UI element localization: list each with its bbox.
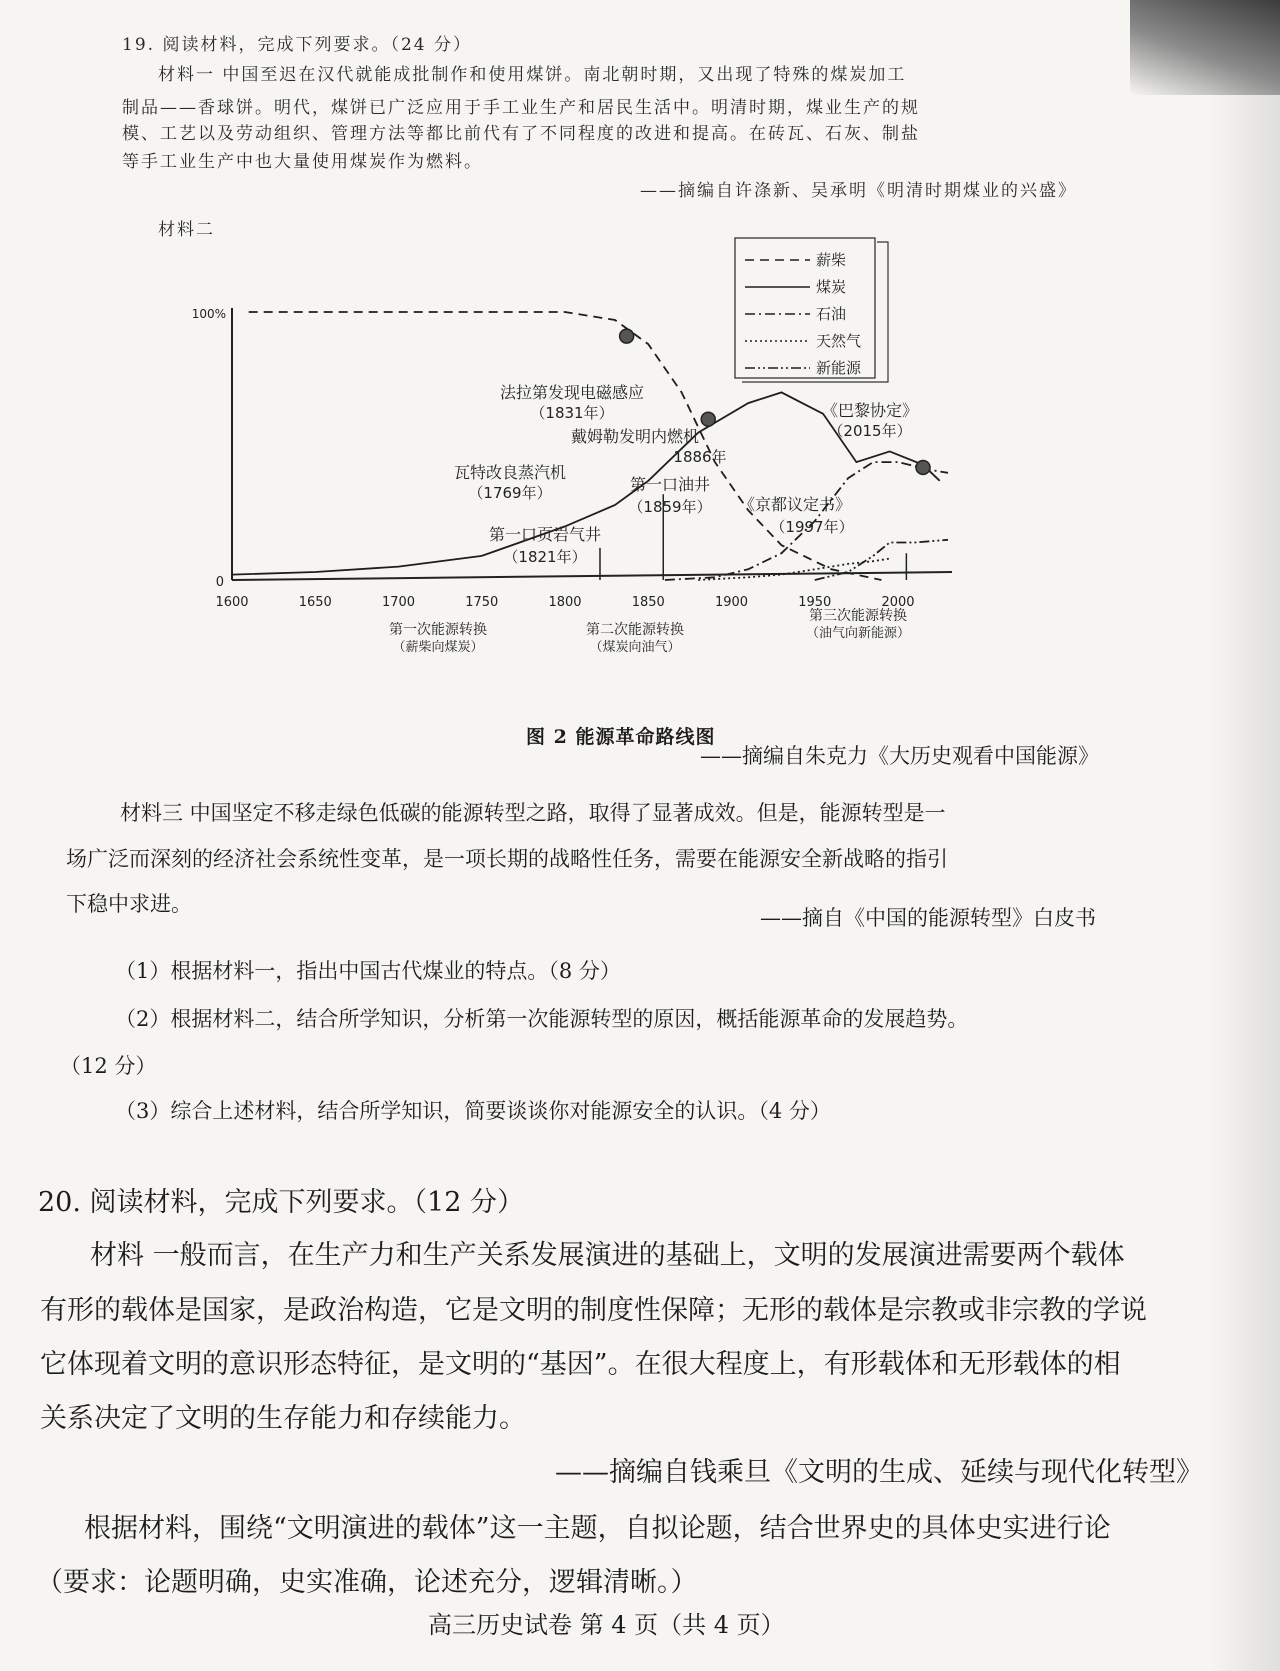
chart-annotation-year: （1769年） [468, 484, 552, 502]
q19-material1-line2: 制品——香球饼。明代，煤饼已广泛应用于手工业生产和居民生活中。明清时期，煤业生产的规 [122, 98, 920, 118]
transition-label: 第三次能源转换 [809, 608, 907, 624]
q19-material3-line3: 下稳中求进。 [66, 892, 192, 916]
event-marker [701, 412, 715, 426]
series-line-4 [698, 559, 890, 580]
x-tick-label: 1750 [465, 595, 499, 610]
transition-label: 第二次能源转换 [586, 622, 684, 638]
chart-annotation-year: （2015年） [828, 422, 912, 440]
q19-material2-label: 材料二 [158, 220, 215, 240]
chart-annotation: 第一口油井 [629, 475, 711, 494]
legend-label: 薪柴 [816, 251, 847, 269]
transition-desc: （薪柴向煤炭） [392, 640, 484, 655]
q20-material-source: ——摘编自钱乘旦《文明的生成、延续与现代化转型》 [555, 1457, 1203, 1488]
legend-label: 天然气 [816, 332, 862, 350]
chart-annotation: 第一口页岩气井 [488, 525, 602, 544]
q19-material3-source: ——摘自《中国的能源转型》白皮书 [760, 906, 1096, 930]
q20-ask-line2: （要求：论题明确，史实准确，论述充分，逻辑清晰。） [36, 1567, 698, 1598]
q20-material-line2: 有形的载体是国家，是政治构造，它是文明的制度性保障；无形的载体是宗教或非宗教的学说 [40, 1295, 1147, 1326]
q19-material1-line1: 材料一 中国至迟在汉代就能成批制作和使用煤饼。南北朝时期，又出现了特殊的煤炭加工 [158, 65, 907, 85]
chart-annotation-year: （1859年） [628, 498, 712, 516]
chart-source: ——摘编自朱克力《大历史观看中国能源》 [700, 744, 1099, 768]
q19-heading: 19. 阅读材料，完成下列要求。（24 分） [122, 35, 472, 55]
q19-ask-2-points: （12 分） [60, 1054, 157, 1078]
x-tick-label: 1800 [548, 595, 582, 610]
event-marker [620, 329, 634, 343]
page-corner-shadow [1130, 0, 1280, 95]
legend-label: 新能源 [816, 359, 862, 377]
x-tick-label: 1850 [631, 595, 665, 610]
chart-annotation: 戴姆勒发明内燃机 [570, 427, 700, 446]
x-tick-label: 1950 [798, 595, 832, 610]
q19-material3-line2: 场广泛而深刻的经济社会系统性变革，是一项长期的战略性任务，需要在能源安全新战略的指引 [66, 847, 948, 871]
q19-ask-3: （3）综合上述材料，结合所学知识，简要谈谈你对能源安全的认识。（4 分） [115, 1099, 831, 1123]
chart-annotation-year: （1821年） [503, 548, 587, 566]
x-tick-label: 1900 [714, 595, 749, 610]
x-tick-label: 1600 [215, 595, 249, 610]
q19-material1-line4: 等手工业生产中也大量使用煤炭作为燃料。 [122, 152, 483, 172]
chart-annotation-year: （1997年） [770, 518, 854, 536]
q20-heading: 20. 阅读材料，完成下列要求。（12 分） [38, 1187, 524, 1218]
chart-annotation-year: 1886年 [673, 448, 727, 466]
page-footer: 高三历史试卷 第 4 页（共 4 页） [428, 1611, 785, 1639]
y-tick-label: 0 [215, 575, 224, 590]
chart-annotation: 《京都议定书》 [738, 495, 852, 514]
q20-material-line4: 关系决定了文明的生存能力和存续能力。 [40, 1403, 526, 1434]
chart-annotation: 《巴黎协定》 [821, 401, 919, 420]
chart-annotation-year: （1831年） [530, 404, 614, 422]
transition-label: 第一次能源转换 [389, 622, 487, 638]
x-tick-label: 1650 [298, 595, 332, 610]
page-edge-shadow [1210, 0, 1280, 1671]
legend-label: 石油 [816, 305, 847, 323]
q19-material1-source: ——摘编自许涤新、吴承明《明清时期煤业的兴盛》 [640, 181, 1077, 201]
transition-desc: （油气向新能源） [805, 626, 911, 641]
q20-material-line1: 材料 一般而言，在生产力和生产关系发展演进的基础上，文明的发展演进需要两个载体 [90, 1240, 1125, 1271]
legend-box-shadow [742, 242, 888, 382]
q19-material3-line1: 材料三 中国坚定不移走绿色低碳的能源转型之路，取得了显著成效。但是，能源转型是一 [120, 801, 946, 825]
energy-revolution-chart [180, 230, 1040, 720]
chart-annotation: 法拉第发现电磁感应 [499, 383, 645, 402]
event-marker [916, 460, 930, 474]
legend-label: 煤炭 [816, 278, 847, 296]
q20-ask-line1: 根据材料，围绕“文明演进的载体”这一主题，自拟论题，结合世界史的具体史实进行论 [84, 1513, 1111, 1544]
chart-caption: 图 2 能源革命路线图 [526, 726, 716, 748]
y-tick-label: 100% [191, 307, 226, 321]
chart-annotation: 瓦特改良蒸汽机 [453, 463, 567, 482]
q19-ask-2: （2）根据材料二，结合所学知识，分析第一次能源转型的原因，概括能源革命的发展趋势。 [115, 1007, 969, 1031]
q19-material1-line3: 模、工艺以及劳动组织、管理方法等都比前代有了不同程度的改进和提高。在砖瓦、石灰、制盐 [122, 124, 920, 144]
x-tick-label: 2000 [881, 595, 915, 610]
transition-desc: （煤炭向油气） [589, 640, 681, 655]
q19-ask-1: （1）根据材料一，指出中国古代煤业的特点。（8 分） [115, 959, 621, 983]
x-tick-label: 1700 [381, 595, 416, 610]
legend-box [735, 238, 875, 378]
q20-material-line3: 它体现着文明的意识形态特征，是文明的“基因”。在很大程度上，有形载体和无形载体的相 [40, 1349, 1121, 1380]
